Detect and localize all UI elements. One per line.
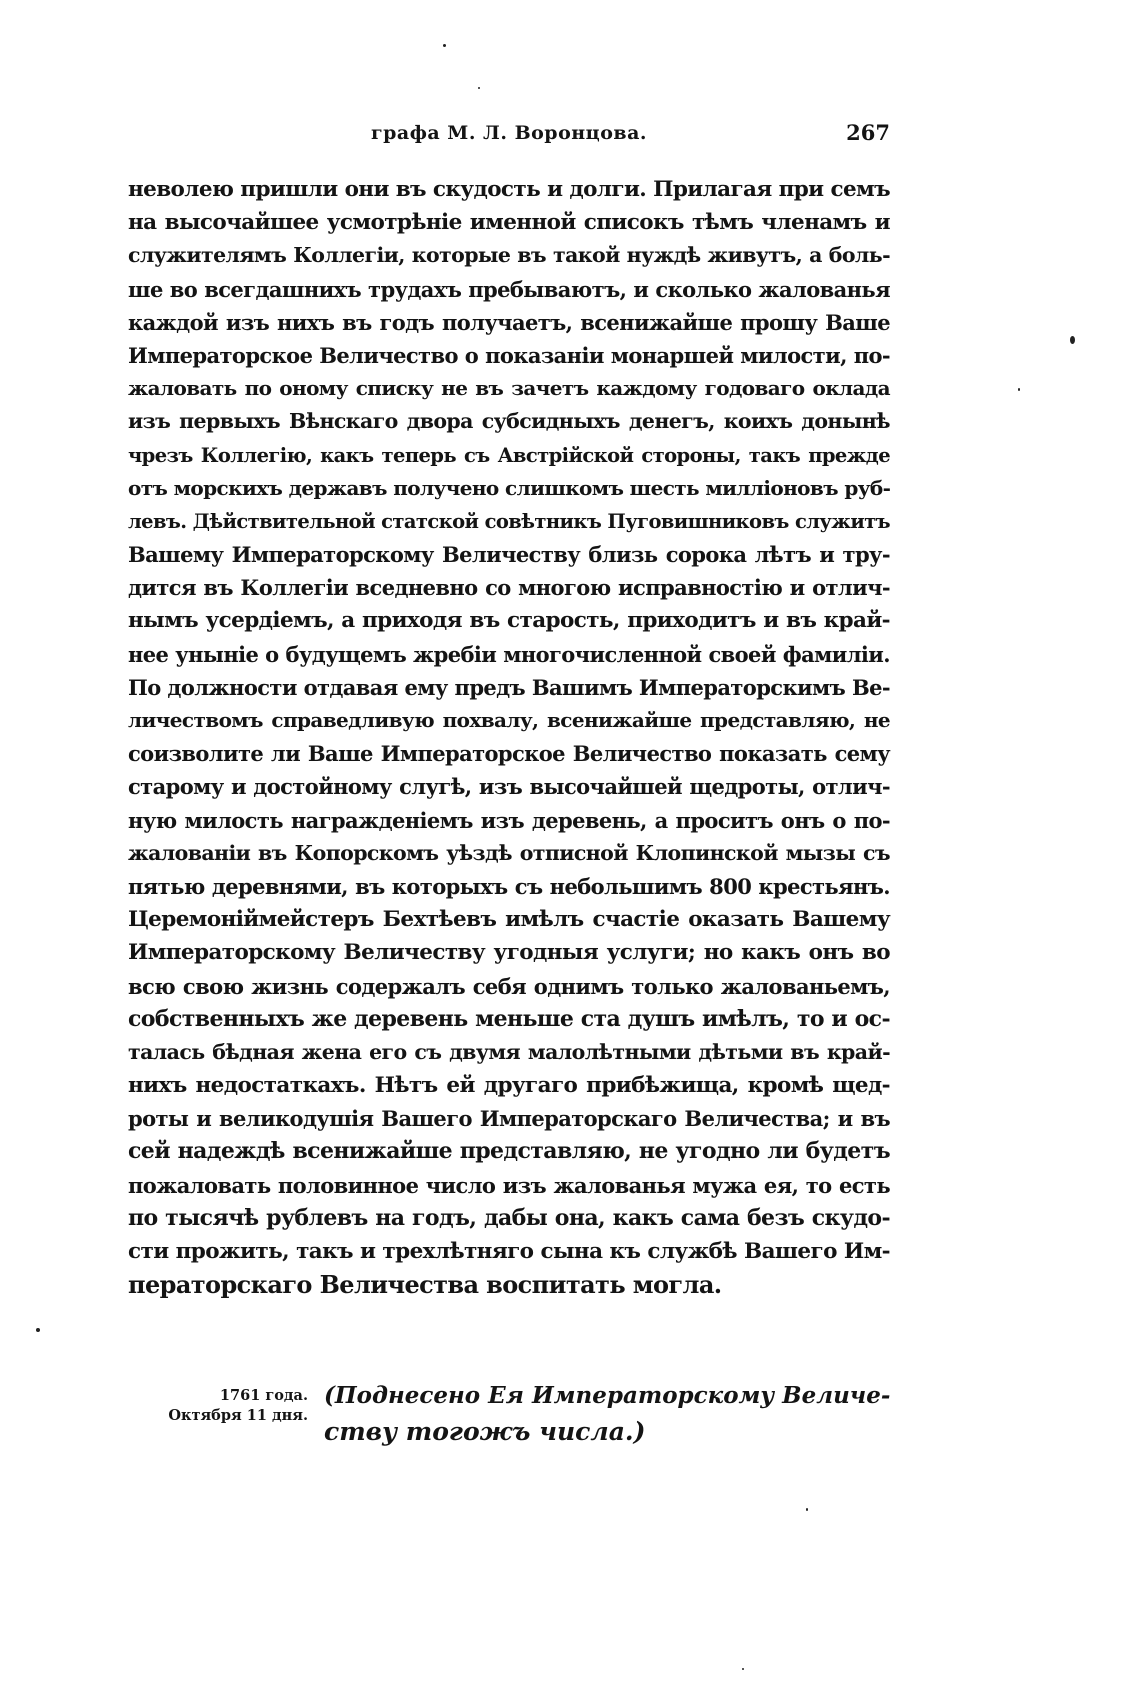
date-day: Октября 11 дня. [168,1407,308,1424]
text-line: нихъ недостаткахъ. Нѣтъ ей другаго прибѣжища, кромѣ щед- [128,1073,890,1099]
text-line: Императорское Величество о показаніи монаршей милости, по- [128,342,890,368]
text-line: чрезъ Коллегію, какъ теперь съ Австрійской стороны, такъ прежде [128,443,890,467]
text-line: нымъ усердіемъ, а приходя въ старость, приходитъ и въ край- [128,608,890,634]
text-line: ше во всегдашнихъ трудахъ пребываютъ, и сколько жалованья [128,276,890,302]
scan-speck [443,44,446,47]
closing-block [128,1378,890,1458]
text-line: служителямъ Коллегіи, которые въ такой нуждѣ живутъ, а боль- [128,243,890,268]
date-year: 1761 года. [219,1387,308,1404]
text-line: всю свою жизнь содержалъ себя однимъ только жалованьемъ, [128,973,890,999]
text-line: жалованіи въ Копорскомъ уѣздѣ отписной Клопинской мызы съ [128,840,890,865]
text-line: собственныхъ же деревень меньше ста душъ имѣлъ, то и ос- [128,1005,890,1032]
text-line: Вашему Императорскому Величеству близь сорока лѣтъ и тру- [128,542,890,568]
text-line: пожаловать половинное число изъ жалованья мужа ея, то есть [128,1172,890,1198]
text-line: ную милость награжденіемъ изъ деревень, а проситъ онъ о по- [128,807,890,833]
text-line: Императорскому Величеству угодныя услуги; но какъ онъ во [128,940,890,966]
text-line: неволею пришли они въ скудость и долги. Прилагая при семъ [128,177,890,202]
text-line: сти прожить, такъ и трехлѣтняго сына къ службѣ Вашего Им- [128,1239,890,1264]
note-line: ству тогожъ числа.) [324,1417,646,1446]
text-line: сей надеждѣ всенижайше представляю, не угодно ли будетъ [128,1138,890,1165]
scan-speck [36,1328,40,1332]
text-line: каждой изъ нихъ въ годъ получаетъ, всенижайше прошу Ваше [128,309,890,335]
note-line: (Поднесено Ея Императорскому Величе- [324,1382,891,1409]
text-line: отъ морскихъ державъ получено слишкомъ шесть милліоновъ руб- [128,475,891,500]
text-line: личествомъ справедливую похвалу, всенижайше представляю, не [128,708,890,732]
scan-speck [478,87,480,89]
text-line: ператорскаго Величества воспитать могла. [128,1270,722,1300]
text-line: жаловать по оному списку не въ зачетъ каждому годоваго оклада [128,376,890,401]
page-number: 267 [846,120,890,145]
date-block [128,1386,308,1426]
text-line: нее уныніе о будущемъ жребіи многочисленной своей фамиліи. [128,641,890,667]
text-line: соизволите ли Ваше Императорское Величество показать сему [128,741,890,767]
text-line: по тысячѣ рублевъ на годъ, дабы она, какъ сама безъ скудо- [128,1204,890,1231]
scan-speck [806,1508,808,1511]
text-line: Церемоніймейстеръ Бехтѣевъ имѣлъ счастіе оказать Вашему [128,907,890,933]
text-line: старому и достойному слугѣ, изъ высочайшей щедроты, отлич- [128,774,890,800]
running-head [128,122,890,152]
body-text [128,173,890,1301]
text-line: талась бѣдная жена его съ двумя малолѣтными дѣтьми въ край- [128,1039,890,1064]
text-line: изъ первыхъ Вѣнскаго двора субсидныхъ денегъ, коихъ донынѣ [128,409,890,434]
text-line: на высочайшее усмотрѣніе именной списокъ тѣмъ членамъ и [128,210,890,236]
running-title: графа М. Л. Воронцова. [370,122,648,144]
presentation-note [324,1378,890,1450]
scan-speck [1070,336,1075,344]
scan-speck [742,1668,744,1670]
scan-speck [1018,388,1020,391]
text-line: По должности отдавая ему предъ Вашимъ Императорскимъ Ве- [128,674,890,700]
text-line: дится въ Коллегіи вседневно со многою исправностію и отлич- [128,575,890,601]
text-line: левъ. Дѣйствительной статской совѣтникъ Пуговишниковъ служитъ [128,509,891,533]
text-line: роты и великодушія Вашего Императорскаго Величества; и въ [128,1106,890,1132]
text-line: пятью деревнями, въ которыхъ съ небольшимъ 800 крестьянъ. [128,873,890,899]
